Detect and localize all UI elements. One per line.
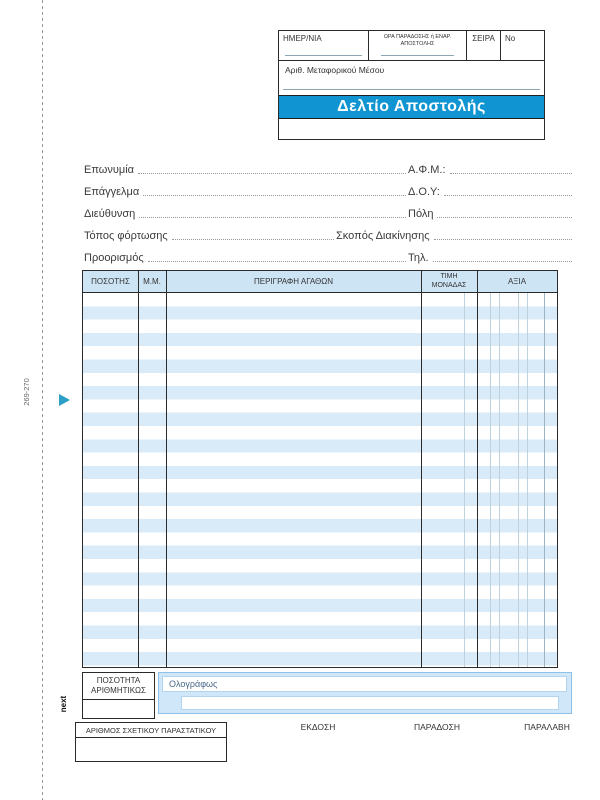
goods-table-header: [83, 271, 557, 293]
date-blank-line[interactable]: [285, 55, 362, 56]
vehicle-number-cell[interactable]: [279, 61, 544, 95]
signature-delivery-label: ΠΑΡΑΔΟΣΗ: [413, 722, 461, 732]
phone-blank-line[interactable]: [433, 261, 572, 262]
column-header-value: ΑΞΙΑ: [507, 276, 527, 286]
in-words-line-1[interactable]: [162, 676, 567, 692]
delivery-time-cell[interactable]: [369, 31, 467, 60]
movement-purpose-blank-line[interactable]: [434, 239, 572, 240]
column-header-unit-price: ΤΙΜΗ ΜΟΝΑΔΑΣ: [431, 273, 467, 289]
field-row-company: [84, 160, 572, 176]
value-digit-line-4: [527, 293, 528, 667]
city-blank-line[interactable]: [437, 217, 572, 218]
column-header-description: ΠΕΡΙΓΡΑΦΗ ΑΓΑΘΩΝ: [253, 276, 334, 286]
profession-blank-line[interactable]: [143, 186, 406, 196]
unit-price-decimal-line: [464, 293, 465, 667]
form-code-label: 269-270: [22, 378, 31, 406]
form-title-banner: Δελτίο Αποστολής: [279, 95, 544, 119]
movement-purpose-label: Σκοπός Διακίνησης: [336, 230, 430, 242]
quantity-numeric-box[interactable]: [82, 672, 155, 719]
date-cell[interactable]: [279, 31, 369, 60]
document-number-cell[interactable]: [501, 31, 544, 60]
date-label: ΗΜΕΡ/ΝΙΑ: [283, 34, 322, 43]
field-row-address: [84, 204, 572, 220]
delivery-time-label: ΩΡΑ ΠΑΡΑΔΟΣΗΣ ή ΕΝΑΡ. ΑΠΟΣΤΟΛΗΣ: [383, 34, 452, 48]
goods-table: [82, 270, 558, 668]
perforation-line: [42, 0, 43, 800]
loading-place-label: Τόπος φόρτωσης: [84, 230, 168, 242]
tax-office-label: Δ.Ο.Υ:: [408, 186, 440, 198]
column-header-unit: Μ.Μ.: [143, 276, 161, 286]
in-words-line-2[interactable]: [181, 696, 559, 710]
address-blank-line[interactable]: [139, 208, 406, 218]
signature-receipt-label: ΠΑΡΑΛΑΒΗ: [524, 722, 570, 732]
delivery-time-blank-line[interactable]: [381, 55, 454, 56]
address-label: Διεύθυνση: [84, 208, 136, 220]
signature-issue-label: ΕΚΔΟΣΗ: [300, 722, 336, 732]
in-words-label: Ολογράφως: [169, 679, 218, 689]
city-label: Πόλη: [408, 208, 434, 220]
destination-blank-line[interactable]: [148, 252, 406, 262]
value-digit-line-2: [499, 293, 500, 667]
tax-office-blank-line[interactable]: [444, 195, 572, 196]
loading-place-blank-line[interactable]: [172, 230, 334, 240]
vat-number-blank-line[interactable]: [450, 173, 572, 174]
profession-label: Επάγγελμα: [84, 186, 140, 198]
value-digit-line-1: [490, 293, 491, 667]
document-number-label: No: [505, 34, 516, 43]
arrow-right-icon: [59, 394, 70, 406]
related-document-box[interactable]: [75, 722, 227, 762]
vat-number-label: Α.Φ.Μ.:: [408, 164, 446, 176]
column-header-quantity: ΠΟΣΟΤΗΣ: [91, 276, 130, 286]
company-blank-line[interactable]: [138, 164, 406, 174]
vehicle-number-label: Αριθ. Μεταφορικού Μέσου: [285, 65, 385, 75]
quantity-numeric-label: ΠΟΣΟΤΗΤΑ ΑΡΙΘΜΗΤΙΚΩΣ: [83, 673, 154, 700]
brand-logo: next: [59, 695, 68, 713]
vehicle-number-blank-line[interactable]: [283, 89, 540, 90]
column-divider-quantity: [138, 271, 139, 667]
company-label: Επωνυμία: [84, 164, 135, 176]
related-document-label: ΑΡΙΘΜΟΣ ΣΧΕΤΙΚΟΥ ΠΑΡΑΣΤΑΤΙΚΟΥ: [76, 723, 226, 738]
value-decimal-line: [544, 293, 545, 667]
field-row-profession: [84, 182, 572, 198]
header-top-row: [279, 31, 544, 61]
field-row-destination: [84, 248, 572, 264]
header-box: [278, 30, 545, 140]
field-row-loading-place: [84, 226, 572, 242]
column-divider-unit-price: [477, 271, 478, 667]
column-divider-description: [421, 271, 422, 667]
value-digit-line-3: [518, 293, 519, 667]
series-cell[interactable]: [467, 31, 501, 60]
destination-label: Προορισμός: [84, 252, 144, 264]
goods-table-body[interactable]: [83, 293, 557, 667]
column-divider-unit: [166, 271, 167, 667]
phone-label: Τηλ.: [408, 252, 429, 264]
series-label: ΣΕΙΡΑ: [472, 34, 495, 43]
quantity-in-words-panel: [158, 672, 572, 714]
